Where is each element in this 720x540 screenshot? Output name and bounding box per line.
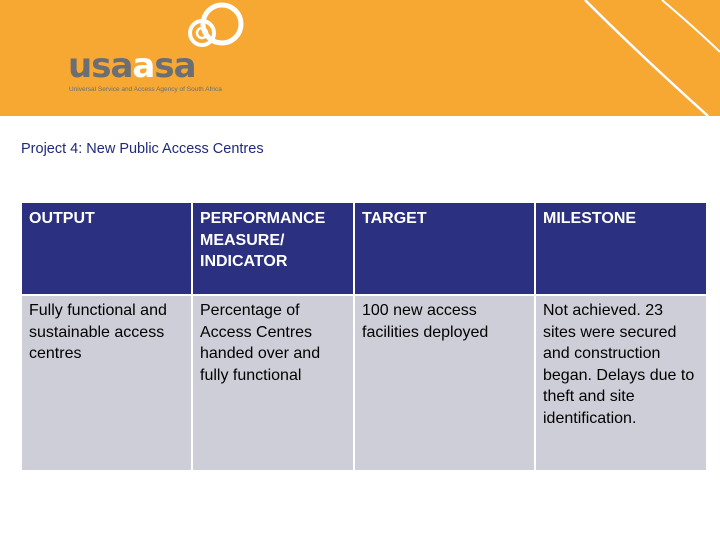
header-banner bbox=[0, 0, 720, 116]
cell-milestone: Not achieved. 23 sites were secured and construction began. Delays due to theft and site identification. bbox=[535, 295, 707, 471]
cell-target: 100 new access facilities deployed bbox=[354, 295, 535, 471]
cell-output: Fully functional and sustainable access centres bbox=[21, 295, 192, 471]
header-target: TARGET bbox=[354, 202, 535, 295]
table-header-row bbox=[21, 202, 707, 295]
page-title: Project 4: New Public Access Centres bbox=[21, 141, 264, 157]
header-performance-measure: PERFORMANCE MEASURE/ INDICATOR bbox=[192, 202, 354, 295]
header-milestone: MILESTONE bbox=[535, 202, 707, 295]
logo-tagline: Universal Service and Access Agency of South Africa bbox=[69, 86, 222, 93]
usaasa-logo bbox=[66, 0, 266, 110]
logo-wordmark: usaasa bbox=[68, 46, 196, 86]
header-output: OUTPUT bbox=[21, 202, 192, 295]
cell-performance-measure: Percentage of Access Centres handed over and fully functional bbox=[192, 295, 354, 471]
performance-table bbox=[20, 201, 708, 472]
table-row bbox=[21, 295, 707, 471]
